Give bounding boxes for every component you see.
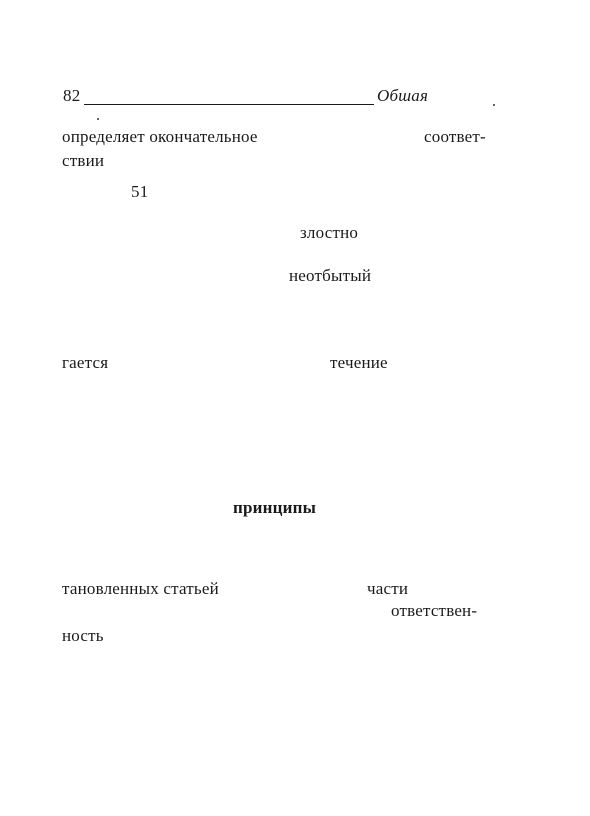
page-number: 82 <box>63 86 81 105</box>
text-line: определяет окончательное <box>62 127 258 146</box>
text-line: ствии <box>62 151 105 170</box>
text-line: неотбытый <box>289 266 372 285</box>
text-line: части <box>367 579 409 598</box>
text-line: гается <box>62 353 109 372</box>
header-rule <box>84 104 374 105</box>
scan-speck <box>493 104 495 106</box>
text-line: ответствен- <box>391 601 478 620</box>
running-title: Обшая <box>377 86 429 105</box>
text-line: соответ- <box>424 127 486 146</box>
scan-speck <box>97 118 99 120</box>
text-line: злостно <box>300 223 359 242</box>
text-line: течение <box>330 353 388 372</box>
section-heading: принципы <box>233 498 317 517</box>
text-line: тановленных статьей <box>62 579 219 598</box>
text-line: 51 <box>131 182 149 201</box>
text-line: ность <box>62 626 104 645</box>
